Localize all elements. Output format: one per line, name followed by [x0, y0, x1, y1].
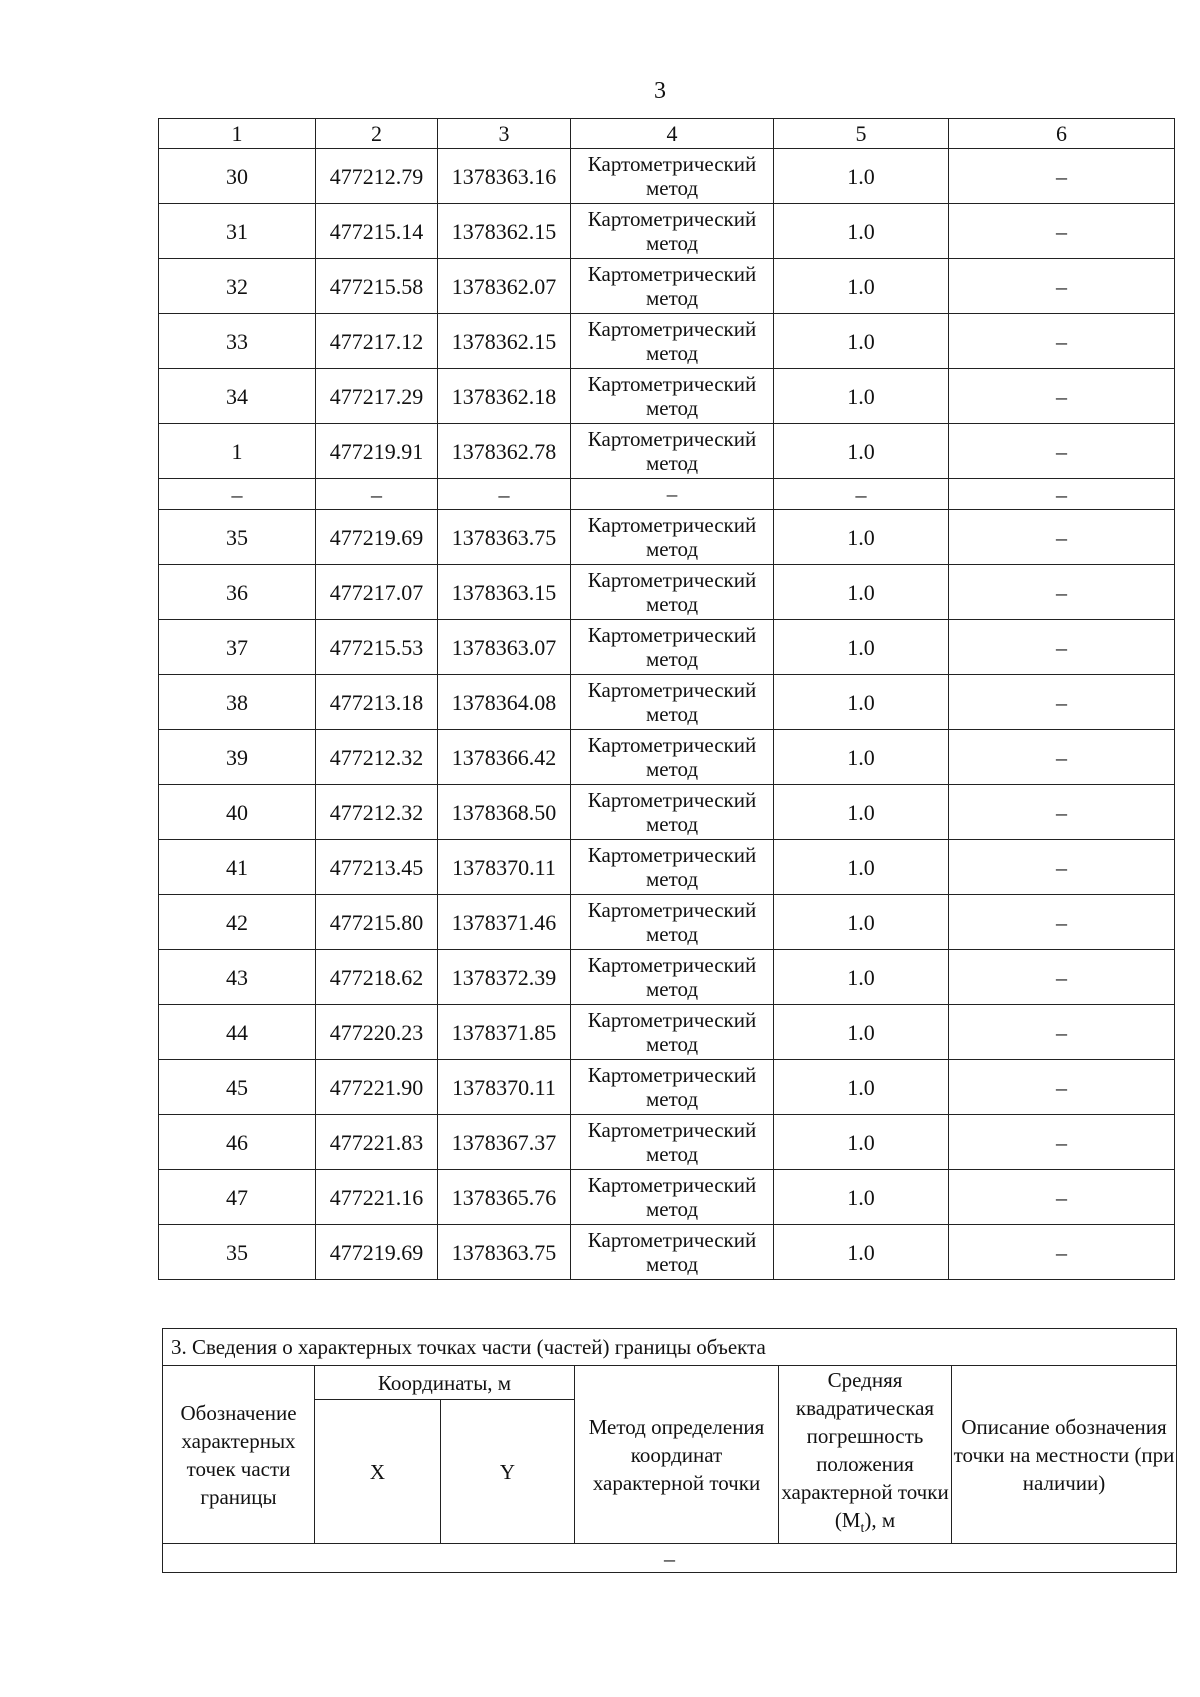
cell-description: –: [949, 785, 1175, 840]
cell-point-number: 30: [159, 149, 316, 204]
column-number: 2: [316, 119, 438, 149]
cell-coord-x: 477220.23: [316, 1005, 438, 1060]
table-row: [159, 895, 1175, 950]
cell-description: –: [949, 204, 1175, 259]
table-row: [159, 259, 1175, 314]
cell-coord-x: 477215.58: [316, 259, 438, 314]
cell-method: Картометрический метод: [571, 424, 774, 479]
column-number: 3: [438, 119, 571, 149]
cell-description: –: [949, 424, 1175, 479]
cell-method: Картометрический метод: [571, 620, 774, 675]
empty-row: –: [163, 1544, 1177, 1573]
column-number: 4: [571, 119, 774, 149]
cell-coord-y: 1378365.76: [438, 1170, 571, 1225]
cell-error: 1.0: [774, 895, 949, 950]
header-y: Y: [441, 1400, 575, 1544]
cell-coord-y: 1378370.11: [438, 840, 571, 895]
cell-error: 1.0: [774, 675, 949, 730]
cell-coord-y: 1378363.75: [438, 1225, 571, 1280]
cell-coord-x: 477219.69: [316, 510, 438, 565]
section3-table: [162, 1328, 1177, 1573]
cell-coord-x: 477218.62: [316, 950, 438, 1005]
cell-point-number: 31: [159, 204, 316, 259]
page-number: 3: [654, 78, 666, 104]
cell-coord-y: 1378362.07: [438, 259, 571, 314]
cell-description: –: [949, 730, 1175, 785]
cell-description: –: [949, 1060, 1175, 1115]
header-designation: Обозначение характерных точек части границы: [163, 1366, 315, 1544]
column-number: 6: [949, 119, 1175, 149]
cell-method: Картометрический метод: [571, 369, 774, 424]
cell-description: –: [949, 950, 1175, 1005]
cell-error: 1.0: [774, 204, 949, 259]
table-header-row: [159, 119, 1175, 149]
cell-point-number: 37: [159, 620, 316, 675]
cell-method: Картометрический метод: [571, 314, 774, 369]
cell-method: Картометрический метод: [571, 840, 774, 895]
cell-coord-x: –: [316, 479, 438, 510]
table-row: [159, 369, 1175, 424]
cell-coord-y: 1378370.11: [438, 1060, 571, 1115]
cell-coord-y: 1378366.42: [438, 730, 571, 785]
cell-point-number: 38: [159, 675, 316, 730]
cell-coord-y: 1378371.85: [438, 1005, 571, 1060]
cell-error: 1.0: [774, 950, 949, 1005]
cell-description: –: [949, 149, 1175, 204]
cell-method: Картометрический метод: [571, 204, 774, 259]
cell-coord-x: 477213.45: [316, 840, 438, 895]
table-row: [159, 1115, 1175, 1170]
cell-coord-y: –: [438, 479, 571, 510]
cell-description: –: [949, 620, 1175, 675]
table-row: [159, 620, 1175, 675]
cell-coord-y: 1378372.39: [438, 950, 571, 1005]
cell-method: Картометрический метод: [571, 730, 774, 785]
column-number: 1: [159, 119, 316, 149]
cell-coord-x: 477215.53: [316, 620, 438, 675]
cell-coord-x: 477217.29: [316, 369, 438, 424]
cell-coord-x: 477221.83: [316, 1115, 438, 1170]
cell-coord-y: 1378363.16: [438, 149, 571, 204]
table-row: [159, 1225, 1175, 1280]
cell-coord-x: 477212.32: [316, 785, 438, 840]
cell-error: 1.0: [774, 620, 949, 675]
section3-title: 3. Сведения о характерных точках части (частей) границы объекта: [163, 1329, 1177, 1366]
cell-description: –: [949, 259, 1175, 314]
cell-method: Картометрический метод: [571, 1115, 774, 1170]
cell-coord-x: 477212.79: [316, 149, 438, 204]
cell-method: –: [571, 479, 774, 510]
cell-method: Картометрический метод: [571, 950, 774, 1005]
table-row: [159, 785, 1175, 840]
cell-point-number: 43: [159, 950, 316, 1005]
cell-coord-y: 1378368.50: [438, 785, 571, 840]
table-row: [159, 479, 1175, 510]
cell-coord-x: 477217.12: [316, 314, 438, 369]
cell-point-number: –: [159, 479, 316, 510]
table-row: [159, 675, 1175, 730]
cell-point-number: 40: [159, 785, 316, 840]
cell-coord-x: 477213.18: [316, 675, 438, 730]
cell-point-number: 47: [159, 1170, 316, 1225]
table-row: [159, 1170, 1175, 1225]
cell-description: –: [949, 1170, 1175, 1225]
cell-method: Картометрический метод: [571, 785, 774, 840]
cell-description: –: [949, 840, 1175, 895]
cell-point-number: 41: [159, 840, 316, 895]
cell-coord-x: 477219.69: [316, 1225, 438, 1280]
cell-error: 1.0: [774, 1225, 949, 1280]
cell-description: –: [949, 510, 1175, 565]
cell-coord-y: 1378364.08: [438, 675, 571, 730]
cell-description: –: [949, 895, 1175, 950]
cell-coord-y: 1378363.07: [438, 620, 571, 675]
table-row: [159, 149, 1175, 204]
cell-coord-y: 1378362.18: [438, 369, 571, 424]
table-row: [159, 730, 1175, 785]
cell-method: Картометрический метод: [571, 895, 774, 950]
cell-error: 1.0: [774, 565, 949, 620]
cell-error: 1.0: [774, 369, 949, 424]
column-number: 5: [774, 119, 949, 149]
cell-error: 1.0: [774, 314, 949, 369]
cell-error: 1.0: [774, 840, 949, 895]
cell-coord-x: 477212.32: [316, 730, 438, 785]
cell-description: –: [949, 565, 1175, 620]
cell-error: 1.0: [774, 1115, 949, 1170]
header-error-unit: ), м: [864, 1508, 896, 1532]
cell-error: –: [774, 479, 949, 510]
cell-point-number: 35: [159, 1225, 316, 1280]
cell-method: Картометрический метод: [571, 1005, 774, 1060]
header-error-subscript: t: [860, 1521, 865, 1537]
cell-method: Картометрический метод: [571, 565, 774, 620]
cell-error: 1.0: [774, 730, 949, 785]
table-row: [159, 950, 1175, 1005]
cell-point-number: 42: [159, 895, 316, 950]
cell-description: –: [949, 369, 1175, 424]
cell-description: –: [949, 1005, 1175, 1060]
cell-coord-y: 1378367.37: [438, 1115, 571, 1170]
cell-coord-x: 477215.80: [316, 895, 438, 950]
cell-coord-y: 1378363.75: [438, 510, 571, 565]
cell-point-number: 36: [159, 565, 316, 620]
cell-coord-y: 1378362.15: [438, 314, 571, 369]
table-row: [159, 424, 1175, 479]
cell-method: Картометрический метод: [571, 675, 774, 730]
cell-coord-y: 1378371.46: [438, 895, 571, 950]
cell-point-number: 46: [159, 1115, 316, 1170]
cell-point-number: 32: [159, 259, 316, 314]
header-description: Описание обозначения точки на местности (при наличии): [952, 1366, 1177, 1544]
header-error-text: Средняя квадратическая погрешность положения характерной точки (M: [781, 1368, 949, 1532]
cell-point-number: 39: [159, 730, 316, 785]
header-method: Метод определения координат характерной точки: [575, 1366, 779, 1544]
cell-method: Картометрический метод: [571, 1225, 774, 1280]
cell-error: 1.0: [774, 259, 949, 314]
cell-description: –: [949, 314, 1175, 369]
cell-point-number: 34: [159, 369, 316, 424]
cell-coord-x: 477219.91: [316, 424, 438, 479]
cell-method: Картометрический метод: [571, 259, 774, 314]
cell-point-number: 45: [159, 1060, 316, 1115]
cell-coord-x: 477215.14: [316, 204, 438, 259]
cell-error: 1.0: [774, 510, 949, 565]
cell-method: Картометрический метод: [571, 1170, 774, 1225]
cell-description: –: [949, 675, 1175, 730]
cell-coord-y: 1378362.78: [438, 424, 571, 479]
cell-method: Картометрический метод: [571, 1060, 774, 1115]
table-row: [159, 1060, 1175, 1115]
table-row: [159, 565, 1175, 620]
cell-point-number: 1: [159, 424, 316, 479]
cell-description: –: [949, 479, 1175, 510]
table-row: [159, 1005, 1175, 1060]
cell-error: 1.0: [774, 1060, 949, 1115]
cell-coord-x: 477221.16: [316, 1170, 438, 1225]
cell-description: –: [949, 1115, 1175, 1170]
cell-error: 1.0: [774, 1170, 949, 1225]
cell-coord-y: 1378362.15: [438, 204, 571, 259]
cell-error: 1.0: [774, 424, 949, 479]
cell-coord-x: 477221.90: [316, 1060, 438, 1115]
cell-error: 1.0: [774, 1005, 949, 1060]
cell-point-number: 44: [159, 1005, 316, 1060]
table-row: [159, 204, 1175, 259]
points-table: [158, 118, 1175, 1280]
cell-error: 1.0: [774, 785, 949, 840]
header-error: [779, 1366, 952, 1544]
cell-coord-y: 1378363.15: [438, 565, 571, 620]
cell-coord-x: 477217.07: [316, 565, 438, 620]
cell-method: Картометрический метод: [571, 149, 774, 204]
cell-description: –: [949, 1225, 1175, 1280]
table-row: [159, 840, 1175, 895]
header-coordinates: Координаты, м: [315, 1366, 575, 1400]
cell-point-number: 33: [159, 314, 316, 369]
cell-point-number: 35: [159, 510, 316, 565]
table-row: [159, 314, 1175, 369]
header-x: X: [315, 1400, 441, 1544]
cell-method: Картометрический метод: [571, 510, 774, 565]
table-row: [159, 510, 1175, 565]
cell-error: 1.0: [774, 149, 949, 204]
